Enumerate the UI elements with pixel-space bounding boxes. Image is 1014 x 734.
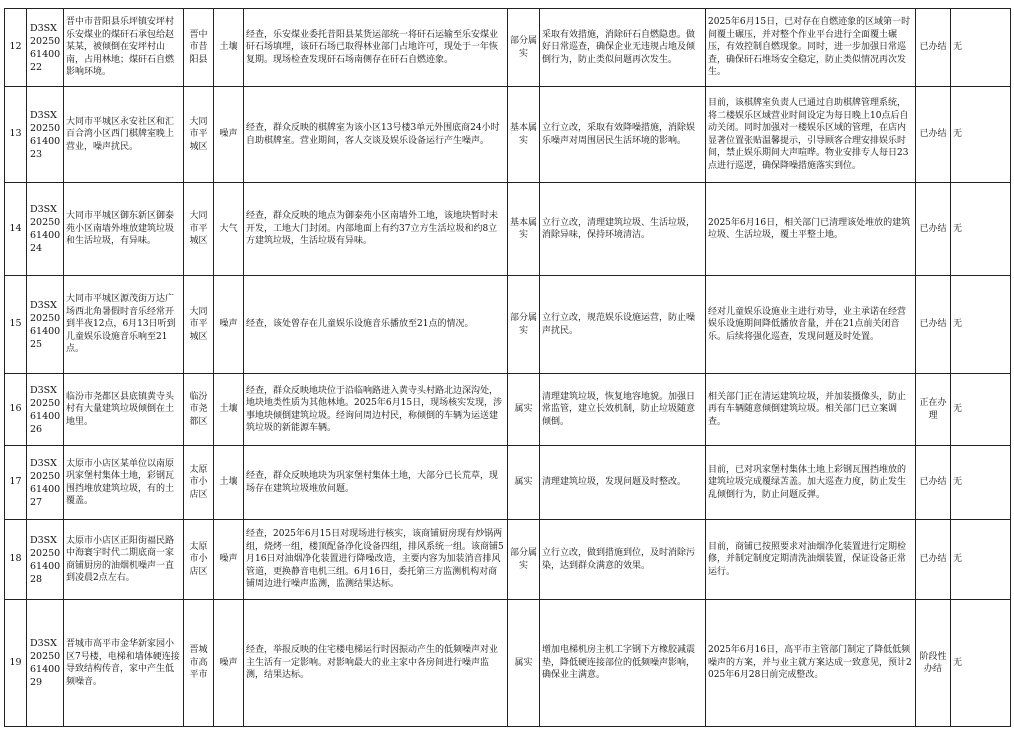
complaint-content: 临汾市尧都区县底镇黄寺头村有大量建筑垃圾倾倒在土地里。: [64, 374, 184, 446]
complaint-content: 晋城市高平市金华新家园小区7号楼，电梯和墙体硬连接导致结构传音，家中产生低频噪音。: [64, 600, 184, 727]
complaint-content: 晋中市昔阳县乐坪镇安坪村乐安煤业的煤矸石承包给赵某某，被倾倒在安坪村山南，占用林地；煤矸石自燃影响环境。: [64, 9, 184, 87]
rectification-progress: 2025年6月16日，高平市主管部门制定了降低低频噪声的方案，并与业主就方案达成一致意见，预计2025年6月28日前完成整改。: [706, 600, 916, 727]
case-code: D3SX202506140027: [27, 446, 64, 520]
table-row: [5, 520, 1011, 600]
row-number: 12: [5, 9, 27, 87]
accountability: 无: [951, 520, 1011, 600]
investigation-result: 经查，群众反映地块为巩家堡村集体土地，大部分已长荒草，现场存在建筑垃圾堆放问题。: [244, 446, 508, 520]
verification-verdict: 部分属实: [508, 276, 540, 374]
row-number: 17: [5, 446, 27, 520]
table-row: [5, 600, 1011, 727]
rectification-measure: 立行立改，采取有效降噪措施，消除娱乐噪声对周围居民生活环境的影响。: [540, 87, 706, 183]
case-code: D3SX202506140024: [27, 183, 64, 276]
rectification-measure: 清理建筑垃圾，发现问题及时整改。: [540, 446, 706, 520]
table-row: [5, 276, 1011, 374]
verification-verdict: 部分属实: [508, 9, 540, 87]
investigation-result: 经查，群众反映的地点为御泰苑小区南墙外工地，该地块暂时未开发，工地大门封闭。内部地面上有约37立方生活垃圾和约8立方建筑垃圾，生活垃圾有异味。: [244, 183, 508, 276]
handling-status: 已办结: [916, 87, 951, 183]
pollution-type: 土壤: [214, 9, 244, 87]
handling-status: 已办结: [916, 520, 951, 600]
rectification-progress: 相关部门正在清运建筑垃圾，并加装摄像头，防止再有车辆随意倾倒建筑垃圾。相关部门已立案调查。: [706, 374, 916, 446]
case-code: D3SX202506140028: [27, 520, 64, 600]
rectification-progress: 经对儿童娱乐设施业主进行劝导，业主承诺在经营娱乐设施期间降低播放音量，并在21点前关闭音乐。后续将强化巡查，发现问题及时处置。: [706, 276, 916, 374]
table-row: [5, 446, 1011, 520]
rectification-progress: 目前，商铺已按照要求对油烟净化装置进行定期检修，并制定制度定期清洗油烟装置，保证设备正常运行。: [706, 520, 916, 600]
investigation-result: 经查，该处曾存在儿童娱乐设施音乐播放至21点的情况。: [244, 276, 508, 374]
administrative-area: 晋城市高平市: [184, 600, 214, 727]
table-row: [5, 374, 1011, 446]
administrative-area: 晋中市昔阳县: [184, 9, 214, 87]
verification-verdict: 基本属实: [508, 183, 540, 276]
verification-verdict: 基本属实: [508, 87, 540, 183]
rectification-measure: 采取有效措施，消除矸石自燃隐患。做好日常巡查，确保企业无违规占地及倾倒行为，防止类似问题再次发生。: [540, 9, 706, 87]
row-number: 19: [5, 600, 27, 727]
table-row: [5, 9, 1011, 87]
rectification-measure: 清理建筑垃圾，恢复地容地貌。加强日常监管，建立长效机制，防止垃圾随意倾倒。: [540, 374, 706, 446]
investigation-result: 经查，群众反映地块位于沿临响路进入黄寺头村路北边深沟处，地块地类性质为其他林地。2025年6月15日，现场核实发现，涉事地块倾倒建筑垃圾。经询问周边村民，称倾倒的车辆为运送建筑垃圾的新能源车辆。: [244, 374, 508, 446]
administrative-area: 大同市平城区: [184, 183, 214, 276]
administrative-area: 大同市平城区: [184, 276, 214, 374]
investigation-result: 经查，举报反映的住宅楼电梯运行时因振动产生的低频噪声对业主生活有一定影响。对影响最大的业主家中各房间进行噪声监测，结果达标。: [244, 600, 508, 727]
handling-status: 已办结: [916, 9, 951, 87]
rectification-progress: 2025年6月16日，相关部门已清理该处堆放的建筑垃圾、生活垃圾，覆土平整土地。: [706, 183, 916, 276]
rectification-measure: 立行立改，做到措施到位，及时消除污染，达到群众满意的效果。: [540, 520, 706, 600]
accountability: 无: [951, 374, 1011, 446]
pollution-type: 大气: [214, 183, 244, 276]
administrative-area: 太原市小店区: [184, 446, 214, 520]
rectification-progress: 目前，该棋牌室负责人已通过自助棋牌管理系统，将二楼娱乐区域营业时间设定为每日晚上10点后自动关闭。同时加强对一楼娱乐区域的管理，在店内显著位置张贴温馨提示，引导顾客合理安排娱乐时间，禁止娱乐期间大声喧哗。物业安排专人每日23点进行巡逻，确保降噪措施落实到位。: [706, 87, 916, 183]
case-code: D3SX202506140029: [27, 600, 64, 727]
table-body: [5, 9, 1011, 727]
verification-verdict: 属实: [508, 600, 540, 727]
table-row: [5, 87, 1011, 183]
pollution-type: 噪声: [214, 520, 244, 600]
case-code: D3SX202506140025: [27, 276, 64, 374]
pollution-type: 噪声: [214, 276, 244, 374]
handling-status: 已办结: [916, 183, 951, 276]
accountability: 无: [951, 9, 1011, 87]
case-code: D3SX202506140022: [27, 9, 64, 87]
pollution-type: 噪声: [214, 600, 244, 727]
accountability: 无: [951, 600, 1011, 727]
rectification-measure: 立行立改，规范娱乐设施运营，防止噪声扰民。: [540, 276, 706, 374]
rectification-measure: 立行立改，清理建筑垃圾、生活垃圾，消除异味，保持环境清洁。: [540, 183, 706, 276]
row-number: 18: [5, 520, 27, 600]
pollution-type: 土壤: [214, 374, 244, 446]
handling-status: 阶段性办结: [916, 600, 951, 727]
investigation-result: 经查，2025年6月15日对现场进行核实，该商铺厨房现有炒锅两组，烧烤一组，楼顶配备净化设备四组，排风系统一组。该商铺5月16日对油烟净化装置进行降噪改造，主要内容为加装消音排风管道，更换静音电机三组。6月16日，委托第三方监测机构对商铺周边进行噪声监测，监测结果达标。: [244, 520, 508, 600]
row-number: 15: [5, 276, 27, 374]
pollution-type: 噪声: [214, 87, 244, 183]
handling-status: 已办结: [916, 276, 951, 374]
row-number: 14: [5, 183, 27, 276]
investigation-result: 经查，乐安煤业委托昔阳县某货运部统一将矸石运输至乐安煤业矸石场填埋，该矸石场已取得林业部门占地许可，现处于一年恢复期。现场检查发现矸石场南侧存在矸石自燃迹象。: [244, 9, 508, 87]
verification-verdict: 属实: [508, 446, 540, 520]
complaint-content: 大同市平城区永安社区和汇百合湾小区西门棋牌室晚上营业，噪声扰民。: [64, 87, 184, 183]
complaint-content: 大同市平城区御东新区御泰苑小区南墙外堆放建筑垃圾和生活垃圾，有异味。: [64, 183, 184, 276]
administrative-area: 大同市平城区: [184, 87, 214, 183]
accountability: 无: [951, 276, 1011, 374]
rectification-progress: 2025年6月15日，已对存在自燃迹象的区域第一时间覆土碾压，并对整个作业平台进行全面覆土碾压，有效控制自燃现象。同时，进一步加强日常巡查，确保矸石堆场安全稳定，防止类似情况再次发生。: [706, 9, 916, 87]
complaint-content: 太原市小店区正阳街福民路中海寰宇时代二期底商一家商铺厨房的油烟机噪声一直到凌晨2点左右。: [64, 520, 184, 600]
rectification-measure: 增加电梯机房主机工字钢下方橡胶减震垫，降低硬连接部位的低频噪声影响，确保业主满意。: [540, 600, 706, 727]
case-code: D3SX202506140026: [27, 374, 64, 446]
handling-status: 已办结: [916, 446, 951, 520]
complaint-content: 太原市小店区某单位以南原巩家堡村集体土地，彩钢瓦围挡堆放建筑垃圾，有的土覆盖。: [64, 446, 184, 520]
administrative-area: 太原市小店区: [184, 520, 214, 600]
rectification-progress: 目前，已对巩家堡村集体土地上彩钢瓦围挡堆放的建筑垃圾完成覆绿苫盖。加大巡查力度，防止发生乱倾倒行为，防止问题反弹。: [706, 446, 916, 520]
row-number: 16: [5, 374, 27, 446]
accountability: 无: [951, 446, 1011, 520]
case-code: D3SX202506140023: [27, 87, 64, 183]
handling-status: 正在办理: [916, 374, 951, 446]
accountability: 无: [951, 183, 1011, 276]
table-row: [5, 183, 1011, 276]
administrative-area: 临汾市尧都区: [184, 374, 214, 446]
accountability: 无: [951, 87, 1011, 183]
pollution-type: 土壤: [214, 446, 244, 520]
complaint-content: 大同市平城区源茂街万达广场西北角暑假时音乐经常开到半夜12点，6月13日听到儿童娱乐设施音乐响至21点。: [64, 276, 184, 374]
complaint-handling-table: [4, 8, 1011, 727]
row-number: 13: [5, 87, 27, 183]
investigation-result: 经查，群众反映的棋牌室为该小区13号楼3单元外围底商24小时自助棋牌室。营业期间，客人交谈及娱乐设备运行产生噪声。: [244, 87, 508, 183]
verification-verdict: 部分属实: [508, 520, 540, 600]
verification-verdict: 属实: [508, 374, 540, 446]
